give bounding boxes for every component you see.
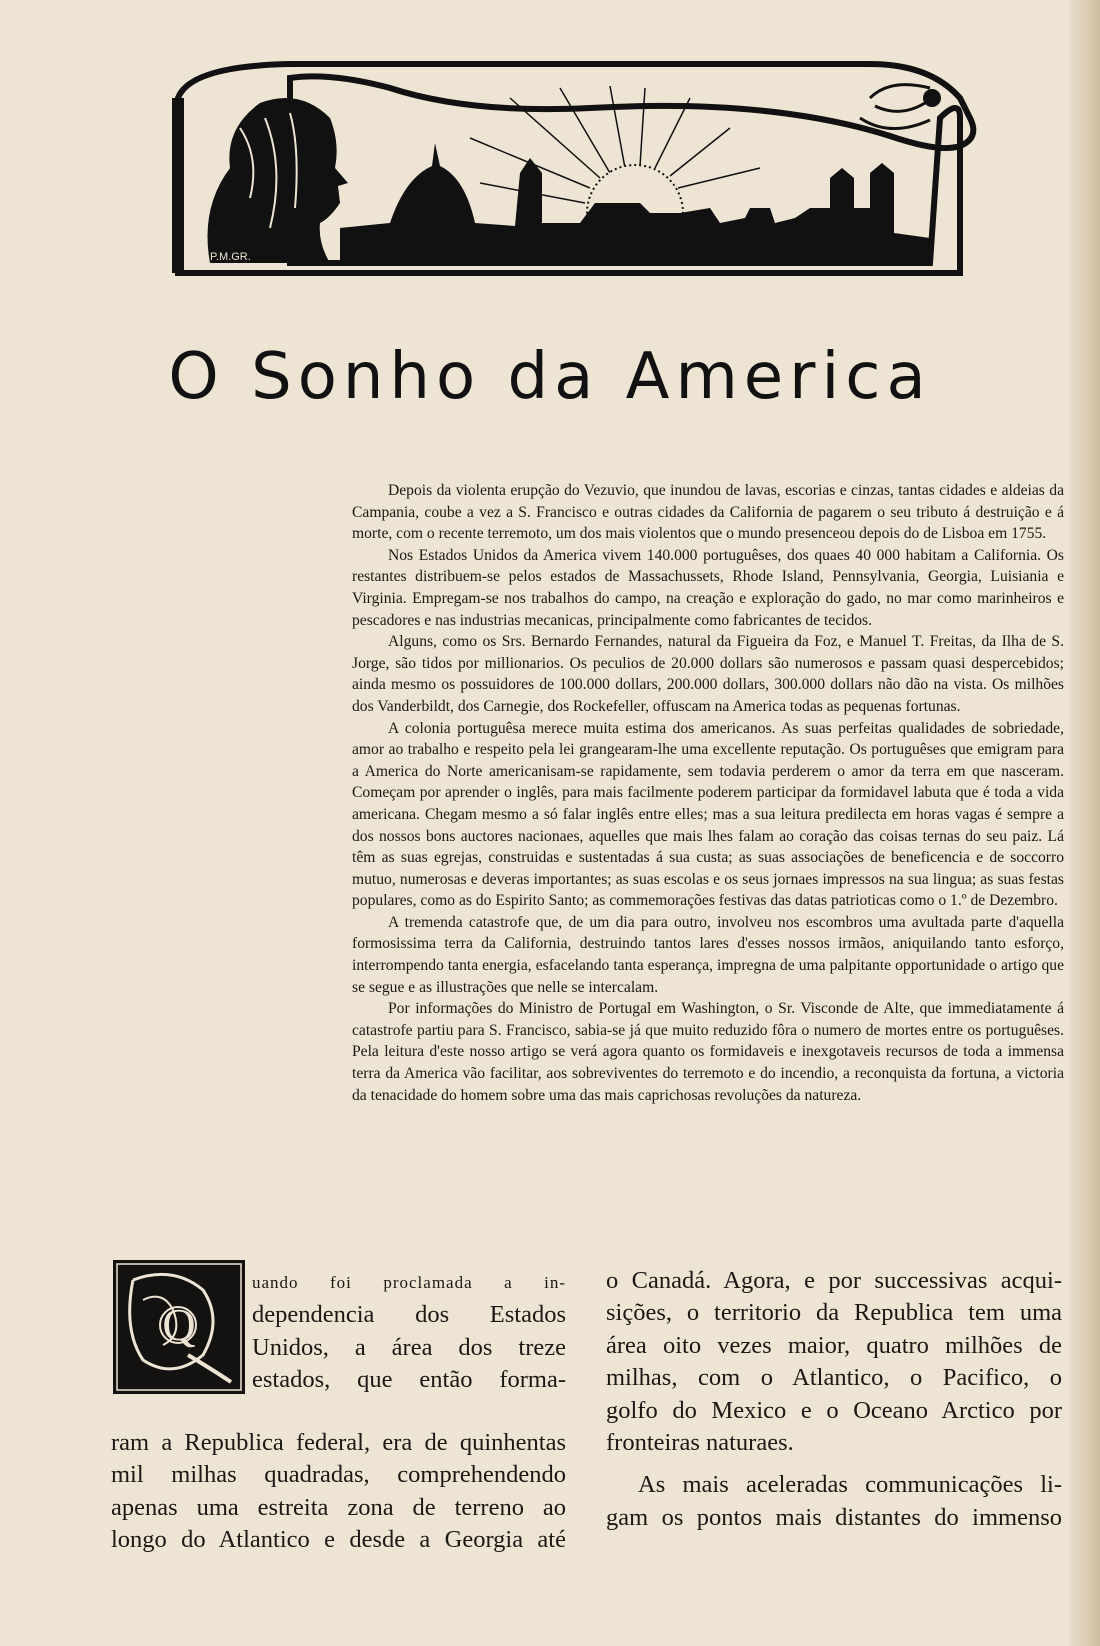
intro-paragraph: A colonia portuguêsa merece muita estima dos americanos. As suas perfeitas qualidades de sobriedade, amor ao trabalho e respeito pela lei grangearam-lhe uma excellente reputação. Os portuguêses que emigram para a America do Norte americanisam-se rapidamente, sem todavia perderem o amor da terra em que nasceram. Começam por aprender o inglês, para mais facilmente poderem participar da formidavel labuta que é toda a vida americana. Chegam mesmo a só falar inglês entre elles; mas a sua leitura predilecta em horas vagas é sempre a dos nossos bons auctores nacionaes, aquelles que mais lhes falam ao coração das coisas ternas do seu paiz. Lá têm as suas egrejas, construidas e sustentadas á sua custa; as suas associações de beneficencia e de soccorro mutuo, numerosas e deveras importantes; as suas escolas e os seus jornaes impressos na sua lingua; as suas festas populares, como as do Espirito Santo; as commemorações festivas das datas patrioticas como o 1.º de Dezembro. <box>352 719 1064 910</box>
body-line: Unidos, a área dos treze <box>252 1333 566 1361</box>
intro-paragraph: Alguns, como os Srs. Bernardo Fernandes, natural da Figueira da Foz, e Manuel T. Freitas, da Ilha de S. Jorge, são tidos por millionarios. Os peculios de 20.000 dollars são numerosos e passam quasi despercebidos; ainda mesmo os possuidores de 100.000 dollars, 200.000 dollars, 300.000 dollars não dão na vista. Os milhões dos Vanderbildt, dos Carnegie, dos Rockefeller, offuscam na America todas as pequenas fortunas. <box>352 633 1064 715</box>
intro-paragraph: Nos Estados Unidos da America vivem 140.000 portuguêses, dos quaes 40 000 habitam a California. Os restantes distribuem-se pelos estados de Massachussets, Rhode Island, Pennsylvania, Georgia, Luisiania e Virginia. Empregam-se nos trabalhos do campo, na creação e exploração do gado, no mar como marinheiros e pescadores e nas industrias mecanicas, principalmente como fabricantes de tecidos. <box>352 546 1064 629</box>
body-line: gam os pontos mais distantes do immenso <box>606 1503 1062 1531</box>
header-illustration <box>170 58 1015 290</box>
drop-cap-illustration <box>113 1260 245 1394</box>
body-line: dependencia dos Estados <box>252 1301 566 1329</box>
body-line: o Canadá. Agora, e por successivas acqui- <box>606 1267 1062 1294</box>
body-line: ram a Republica federal, era de quinhentas <box>111 1429 566 1456</box>
body-line: área oito vezes maior, quatro milhões de <box>606 1331 1062 1359</box>
body-line: uando foi proclamada a in- <box>252 1273 566 1292</box>
drop-cap-letter: Q <box>162 1299 196 1350</box>
body-column-2 <box>606 1265 1062 1534</box>
body-line: sições, o territorio da Republica tem uma <box>606 1299 1062 1327</box>
artist-signature: P.M.GR. <box>210 251 251 263</box>
intro-paragraph: Por informações do Ministro de Portugal em Washington, o Sr. Visconde de Alte, que immediatamente á catastrofe partiu para S. Francisco, sabia-se já que muito reduzido fôra o numero de mortes entre os portuguêses. Pela leitura d'este nosso artigo se verá agora quanto os formidaveis e inexgotaveis recursos de toda a immensa terra da America vão facilitar, aos sobreviventes do terremoto e do incendio, a reconquista da fortuna, a victoria da tenacidade do homem sobre uma das mais caprichosas revoluções da natureza. <box>352 1000 1064 1104</box>
body-line: apenas uma estreita zona de terreno ao <box>111 1493 566 1521</box>
body-line: milhas, com o Atlantico, o Pacifico, o <box>606 1364 1062 1392</box>
body-column-1-head <box>252 1265 566 1397</box>
body-line: fronteiras naturaes. <box>606 1429 794 1457</box>
body-line: mil milhas quadradas, comprehendendo <box>111 1461 566 1489</box>
body-line: golfo do Mexico e o Oceano Arctico por <box>606 1396 1062 1424</box>
body-line: longo do Atlantico e desde a Georgia até <box>111 1526 566 1554</box>
intro-text <box>352 480 1064 1106</box>
body-line: estados, que então forma- <box>252 1366 566 1394</box>
article-title: O Sonho da America <box>168 340 932 414</box>
body-line: As mais aceleradas communicações li- <box>638 1471 1062 1499</box>
body-column-1 <box>111 1427 566 1557</box>
intro-paragraph: Depois da violenta erupção do Vezuvio, que inundou de lavas, escorias e cinzas, tantas cidades e aldeias da Campania, coube a vez a S. Francisco e outras cidades da California de pagarem o seu tributo á destruição e á morte, com o recente terremoto, um dos mais violentos que o mundo presenceou depois do de Lisboa em 1755. <box>352 482 1064 543</box>
page-edge-shadow <box>1070 0 1100 1646</box>
intro-paragraph: A tremenda catastrofe que, de um dia para outro, involveu nos escombros uma avultada parte d'aquella formosissima terra da California, destruindo tantos lares d'esses nossos irmãos, aniquilando tanto esforço, interrompendo tanta energia, esfacelando tanta esperança, impregna de uma palpitante opportunidade o artigo que se segue e as illustrações que nelle se intercalam. <box>352 913 1064 996</box>
